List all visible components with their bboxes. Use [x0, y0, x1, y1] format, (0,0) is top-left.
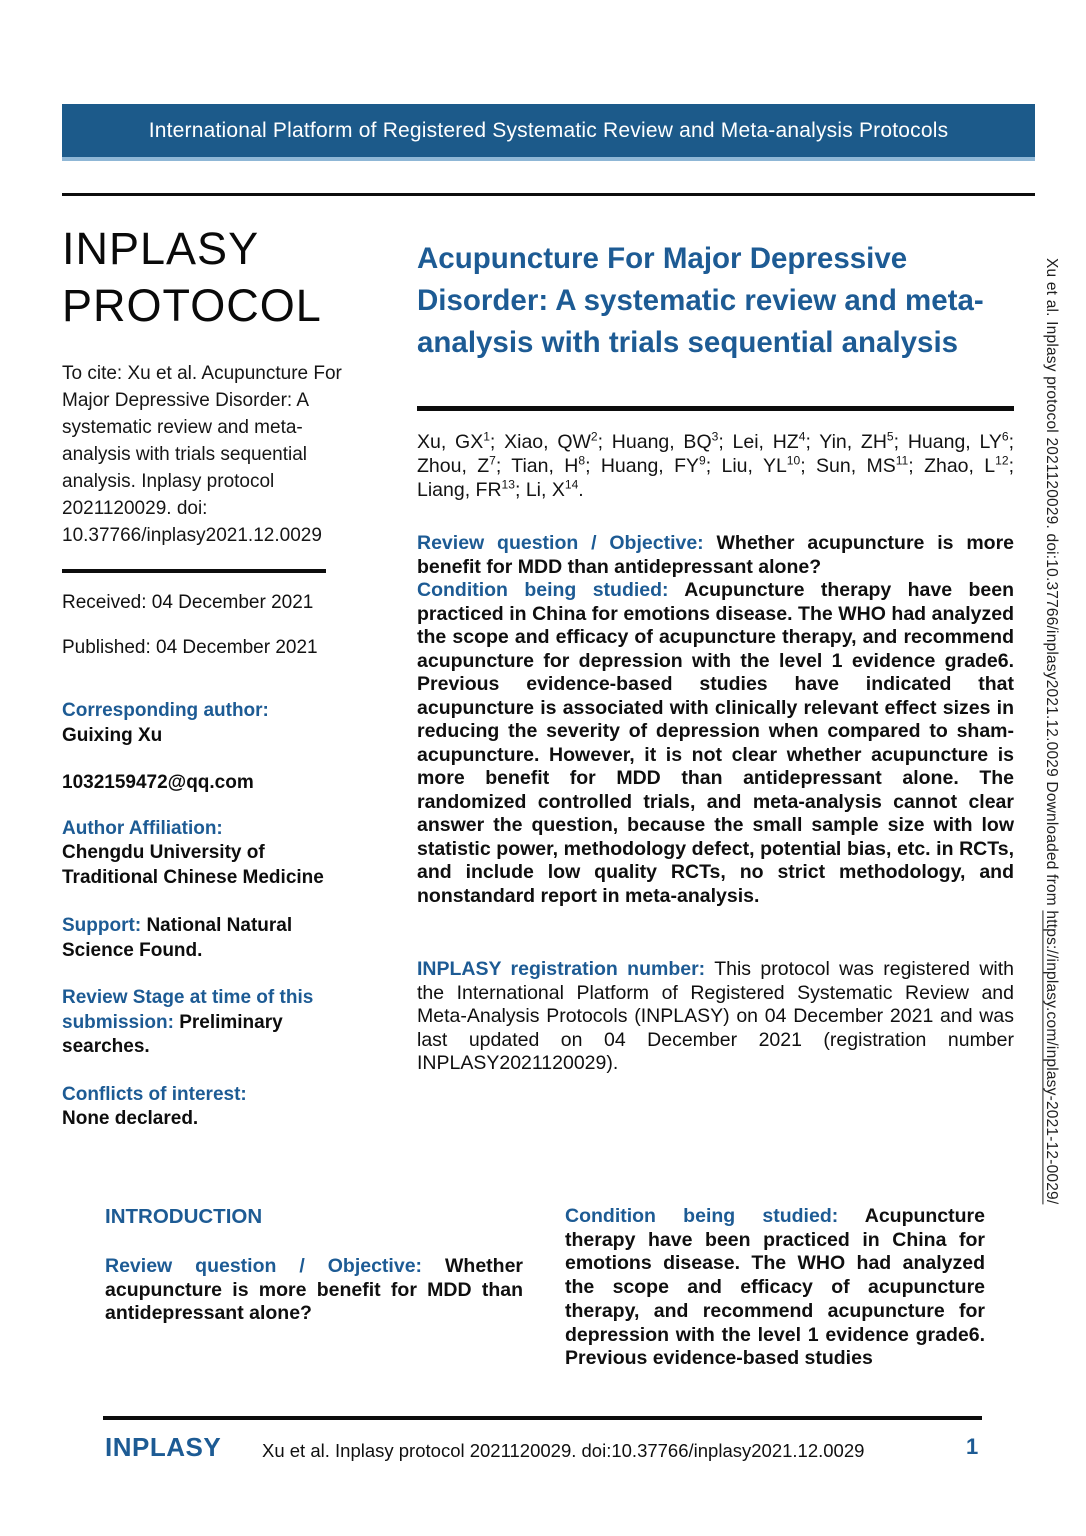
condition-label: Condition being studied: — [417, 579, 669, 601]
corresponding-author-label: Corresponding author: — [62, 700, 269, 721]
introduction-left-column — [105, 1205, 523, 1326]
review-stage-value: Preliminary searches. — [62, 1011, 283, 1057]
review-question-text: Whether acupuncture is more benefit for MDD than antidepressant alone? — [417, 532, 1014, 578]
footer-brand: INPLASY — [105, 1432, 222, 1462]
affiliation-value: Chengdu University of Traditional Chinese Medicine — [62, 842, 324, 888]
introduction-condition-label: Condition being studied: — [565, 1205, 839, 1227]
conflicts-value: None declared. — [62, 1108, 199, 1129]
masthead-title — [62, 220, 354, 334]
article-title: Acupuncture For Major Depressive Disorder: A systematic review and meta-analysis with trials sequential analysis — [417, 242, 984, 359]
introduction-right-column — [565, 1205, 985, 1371]
introduction-review-question-paragraph — [105, 1255, 523, 1326]
support-value: National Natural Science Found. — [62, 915, 293, 961]
title-divider — [417, 406, 1014, 411]
platform-banner — [62, 104, 1035, 161]
received-date: Received: 04 December 2021 — [62, 592, 314, 613]
review-question-label: Review question / Objective: — [417, 532, 704, 554]
affiliation-block — [62, 817, 354, 891]
left-column-divider — [62, 569, 326, 573]
footer-divider — [103, 1416, 982, 1420]
sidebar-vertical-text — [1042, 258, 1060, 1428]
author-list: Xu, $GX^1$; Xiao, $QW^2$; Huang, $BQ^3$; Lei, $HZ^4$; Yin, $ZH^5$; Huang, $LY^6$; Zhou, $Z^7$; Tian, $H^8$; Huang, $FY^9$; Liu, YL$^{10}$; Sun, MS$^{11}$; Zhao, $L^{12}$; Liang, FR$^{13}$; Li, $X^{14}$. — [417, 429, 1015, 501]
registration-paragraph — [417, 958, 1014, 1076]
masthead-title-line1: INPLASY — [62, 223, 260, 274]
condition-paragraph — [417, 579, 1014, 908]
conflicts-block — [62, 1083, 354, 1132]
registration-label: INPLASY registration number: — [417, 958, 706, 980]
introduction-heading: INTRODUCTION — [105, 1205, 263, 1228]
corresponding-author-name: Guixing Xu — [62, 724, 163, 746]
sidebar-citation-text: Xu et al. Inplasy protocol 2021120029. doi:10.37766/inplasy2021.12.0029 Downloaded from — [1043, 258, 1060, 911]
affiliation-label: Author Affiliation: — [62, 817, 223, 839]
introduction-condition-text: Acupuncture therapy have been practiced in China for emotions disease. The WHO had analyzed the scope and efficacy of acupuncture therapy, and recommend acupuncture for depression with the level 1 evidence grade6. Previous evidence-based studies — [565, 1205, 985, 1370]
platform-banner-text: International Platform of Registered Systematic Review and Meta-analysis Protocols — [148, 118, 949, 142]
review-question-paragraph — [417, 532, 1014, 579]
review-stage-block — [62, 986, 354, 1060]
right-column — [417, 238, 1014, 1076]
top-divider — [62, 193, 1035, 196]
published-date: Published: 04 December 2021 — [62, 636, 318, 658]
citation-note: To cite: Xu et al. Acupuncture For Major Depressive Disorder: A systematic review and meta-analysis with trials sequential analysis. Inplasy protocol 2021120029. doi: 10.37766/inplasy2021.12.0029 — [62, 363, 342, 546]
introduction-review-question-text: Whether acupuncture is more benefit for MDD than antidepressant alone? — [105, 1255, 523, 1325]
review-stage-label: Review Stage at time of this submission: — [62, 987, 314, 1033]
introduction-condition-paragraph — [565, 1205, 985, 1371]
condition-text: Acupuncture therapy have been practiced in China for emotions disease. The WHO had analyzed the scope and efficacy of acupuncture therapy, and recommend acupuncture for depression with the level 1 evidence grade6. Previous evidence-based studies have indicated that acupuncture is associated with clinically relevant effect sizes in reducing the severity of depression when compared to sham-acupuncture. However, it is not clear whether acupuncture is more benefit for MDD than antidepressant alone. The randomized controlled trials, and meta-analysis cannot clear answer the question, because the small sample size with low statistic power, methodology defect, potential bias, etc. in RCTs, and include low quality RCTs, no strict methodology, and nonstandard report in meta-analysis. — [417, 579, 1014, 907]
footer-citation: Xu et al. Inplasy protocol 2021120029. doi:10.37766/inplasy2021.12.0029 — [262, 1440, 865, 1461]
sidebar-download-link[interactable]: https://inplasy.com/inplasy-2021-12-0029/ — [1043, 910, 1060, 1205]
left-column — [62, 220, 354, 1132]
support-label: Support: — [62, 915, 142, 936]
masthead-title-line2: PROTOCOL — [62, 280, 322, 331]
support-block — [62, 914, 354, 963]
conflicts-label: Conflicts of interest: — [62, 1083, 247, 1105]
corresponding-author-email: 1032159472@qq.com — [62, 772, 254, 793]
corresponding-author-block — [62, 699, 354, 748]
footer-page-number: 1 — [966, 1434, 979, 1459]
registration-text: This protocol was registered with the International Platform of Registered Systematic Review and Meta-Analysis Protocols (INPLASY) on 04 December 2021 and was last updated on 04 December 2021 (registration number INPLASY2021120029). — [417, 958, 1014, 1074]
introduction-review-question-label: Review question / Objective: — [105, 1255, 423, 1277]
